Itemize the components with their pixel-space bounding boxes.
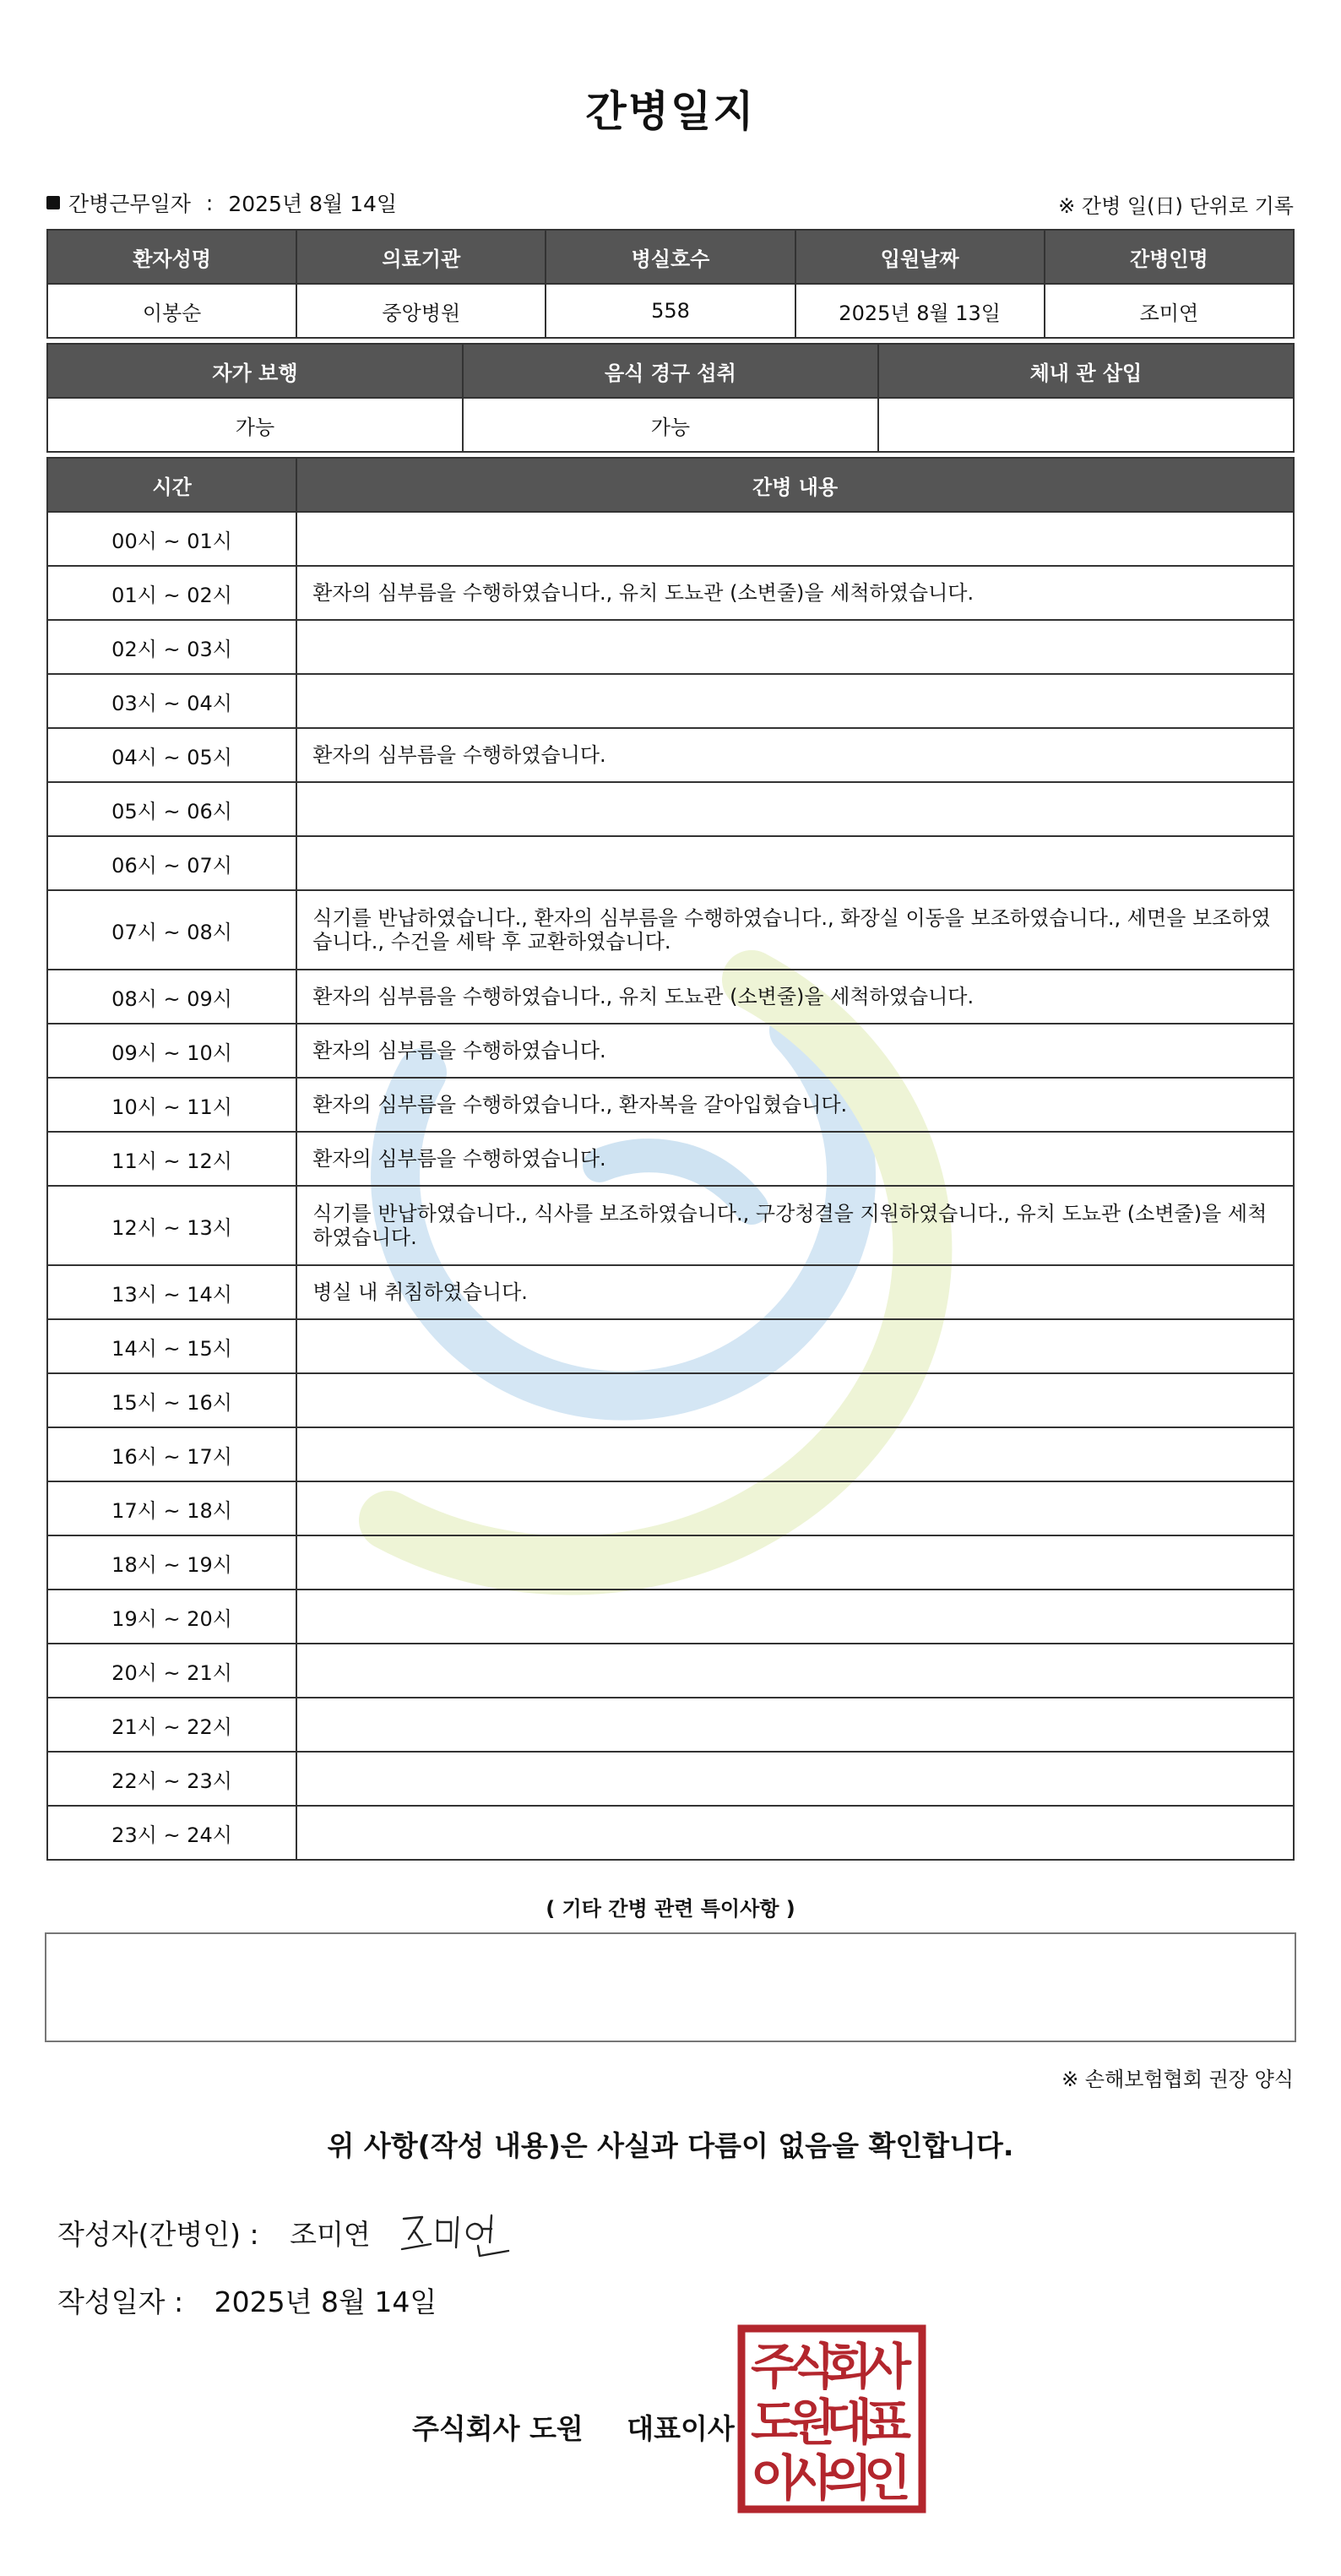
patient-name: 이봉순 (47, 284, 296, 338)
svg-text:사: 사 (863, 2338, 912, 2395)
header-caregiver-name: 간병인명 (1045, 230, 1294, 284)
log-content-cell (296, 1427, 1294, 1481)
daily-record-note: ※ 간병 일(日) 단위로 기록 (1058, 194, 1294, 218)
log-time-cell: 13시 ~ 14시 (47, 1265, 296, 1319)
work-date-row (46, 187, 397, 218)
log-content-cell (296, 674, 1294, 728)
log-row (47, 782, 1294, 836)
log-row (47, 728, 1294, 782)
log-row (47, 1752, 1294, 1806)
tube-insertion-value (878, 398, 1294, 452)
log-content-cell (296, 1535, 1294, 1590)
header-tube-insertion: 체내 관 삽입 (878, 344, 1294, 398)
log-time-cell: 00시 ~ 01시 (47, 512, 296, 566)
log-rows (47, 512, 1294, 1860)
admission-date: 2025년 8월 13일 (795, 284, 1045, 338)
log-content-cell (296, 1319, 1294, 1373)
hourly-care-log-table (46, 457, 1295, 1861)
log-row (47, 1373, 1294, 1427)
svg-text:이: 이 (750, 2449, 799, 2507)
log-content-cell: 환자의 심부름을 수행하였습니다., 유치 도뇨관 (소변줄)을 세척하였습니다. (296, 970, 1294, 1024)
log-row (47, 566, 1294, 620)
log-time-cell: 06시 ~ 07시 (47, 836, 296, 890)
log-row (47, 1644, 1294, 1698)
work-date-separator: : (205, 190, 214, 215)
log-content-cell (296, 1806, 1294, 1860)
company-representative-title: 대표이사 (627, 2412, 735, 2445)
log-row (47, 1024, 1294, 1078)
svg-text:회: 회 (824, 2338, 873, 2395)
header-room-number: 병실호수 (546, 230, 795, 284)
work-date-label: 간병근무일자 (68, 192, 191, 216)
company-row (412, 2407, 735, 2447)
header-time: 시간 (47, 458, 296, 512)
header-hospital: 의료기관 (296, 230, 546, 284)
log-content-cell: 환자의 심부름을 수행하였습니다. (296, 728, 1294, 782)
square-bullet-icon (46, 196, 60, 209)
svg-text:도: 도 (750, 2394, 799, 2451)
log-row (47, 1078, 1294, 1132)
log-content-cell: 식기를 반납하였습니다., 식사를 보조하였습니다., 구강청결을 지원하였습니다., 유치 도뇨관 (소변줄)을 세척하였습니다. (296, 1186, 1294, 1265)
patient-status-table (46, 343, 1295, 453)
log-time-cell: 02시 ~ 03시 (47, 620, 296, 674)
self-walking-value: 가능 (47, 398, 463, 452)
log-content-cell (296, 782, 1294, 836)
caregiver-name: 조미연 (1045, 284, 1294, 338)
log-row (47, 1427, 1294, 1481)
log-content-cell: 병실 내 취침하였습니다. (296, 1265, 1294, 1319)
handwritten-signature (397, 2200, 524, 2264)
write-date-row (57, 2280, 437, 2320)
write-date-label: 작성일자 : (57, 2285, 184, 2318)
log-time-cell: 07시 ~ 08시 (47, 890, 296, 970)
log-row (47, 1590, 1294, 1644)
special-notes-box (45, 1932, 1296, 2042)
svg-text:식: 식 (787, 2338, 836, 2395)
log-row (47, 1481, 1294, 1535)
log-content-cell (296, 1752, 1294, 1806)
write-date-value: 2025년 8월 14일 (214, 2285, 437, 2318)
log-time-cell: 20시 ~ 21시 (47, 1644, 296, 1698)
log-content-cell: 식기를 반납하였습니다., 환자의 심부름을 수행하였습니다., 화장실 이동을 보조하였습니다., 세면을 보조하였습니다., 수건을 세탁 후 교환하였습니다. (296, 890, 1294, 970)
log-time-cell: 18시 ~ 19시 (47, 1535, 296, 1590)
log-content-cell: 환자의 심부름을 수행하였습니다., 유치 도뇨관 (소변줄)을 세척하였습니다. (296, 566, 1294, 620)
log-content-cell: 환자의 심부름을 수행하였습니다. (296, 1024, 1294, 1078)
log-content-cell (296, 512, 1294, 566)
company-name: 주식회사 도원 (412, 2412, 584, 2445)
svg-text:인: 인 (863, 2449, 912, 2507)
log-time-cell: 11시 ~ 12시 (47, 1132, 296, 1186)
svg-text:사: 사 (787, 2449, 836, 2507)
log-content-cell (296, 1373, 1294, 1427)
log-time-cell: 14시 ~ 15시 (47, 1319, 296, 1373)
log-time-cell: 15시 ~ 16시 (47, 1373, 296, 1427)
log-row (47, 620, 1294, 674)
log-time-cell: 17시 ~ 18시 (47, 1481, 296, 1535)
log-content-cell (296, 1698, 1294, 1752)
writer-row (57, 2213, 371, 2253)
writer-name: 조미연 (290, 2218, 371, 2251)
log-row (47, 512, 1294, 566)
log-time-cell: 16시 ~ 17시 (47, 1427, 296, 1481)
log-time-cell: 09시 ~ 10시 (47, 1024, 296, 1078)
log-content-cell (296, 836, 1294, 890)
log-time-cell: 10시 ~ 11시 (47, 1078, 296, 1132)
log-content-cell (296, 1590, 1294, 1644)
log-row (47, 1319, 1294, 1373)
log-time-cell: 12시 ~ 13시 (47, 1186, 296, 1265)
header-patient-name: 환자성명 (47, 230, 296, 284)
header-oral-intake: 음식 경구 섭취 (463, 344, 878, 398)
special-notes-label: ( 기타 간병 관련 특이사항 ) (546, 1897, 795, 1921)
confirmation-statement: 위 사항(작성 내용)은 사실과 다름이 없음을 확인합니다. (327, 2129, 1014, 2162)
svg-text:주: 주 (750, 2338, 799, 2395)
log-content-cell (296, 1644, 1294, 1698)
log-content-cell (296, 1481, 1294, 1535)
header-admission-date: 입원날짜 (795, 230, 1045, 284)
log-row (47, 890, 1294, 970)
hospital-name: 중앙병원 (296, 284, 546, 338)
log-row (47, 970, 1294, 1024)
association-form-note: ※ 손해보험협회 권장 양식 (1061, 2068, 1294, 2091)
oral-intake-value: 가능 (463, 398, 878, 452)
log-row (47, 1265, 1294, 1319)
log-row (47, 1698, 1294, 1752)
log-time-cell: 21시 ~ 22시 (47, 1698, 296, 1752)
log-row (47, 836, 1294, 890)
log-row (47, 1535, 1294, 1590)
svg-text:대: 대 (824, 2394, 873, 2451)
log-time-cell: 23시 ~ 24시 (47, 1806, 296, 1860)
work-date-value: 2025년 8월 14일 (228, 192, 398, 216)
svg-text:원: 원 (787, 2394, 836, 2451)
log-time-cell: 04시 ~ 05시 (47, 728, 296, 782)
log-content-cell: 환자의 심부름을 수행하였습니다. (296, 1132, 1294, 1186)
writer-label: 작성자(간병인) : (57, 2218, 259, 2251)
log-time-cell: 05시 ~ 06시 (47, 782, 296, 836)
log-time-cell: 03시 ~ 04시 (47, 674, 296, 728)
log-row (47, 1186, 1294, 1265)
log-time-cell: 19시 ~ 20시 (47, 1590, 296, 1644)
room-number: 558 (546, 284, 795, 338)
log-time-cell: 01시 ~ 02시 (47, 566, 296, 620)
log-row (47, 674, 1294, 728)
document-title: 간병일지 (585, 87, 756, 136)
log-time-cell: 08시 ~ 09시 (47, 970, 296, 1024)
header-self-walking: 자가 보행 (47, 344, 463, 398)
company-seal-stamp (737, 2324, 926, 2514)
patient-info-table (46, 229, 1295, 339)
header-care-content: 간병 내용 (296, 458, 1294, 512)
log-content-cell (296, 620, 1294, 674)
log-time-cell: 22시 ~ 23시 (47, 1752, 296, 1806)
svg-text:의: 의 (824, 2449, 873, 2507)
log-row (47, 1132, 1294, 1186)
svg-text:표: 표 (863, 2394, 912, 2451)
log-row (47, 1806, 1294, 1860)
log-content-cell: 환자의 심부름을 수행하였습니다., 환자복을 갈아입혔습니다. (296, 1078, 1294, 1132)
